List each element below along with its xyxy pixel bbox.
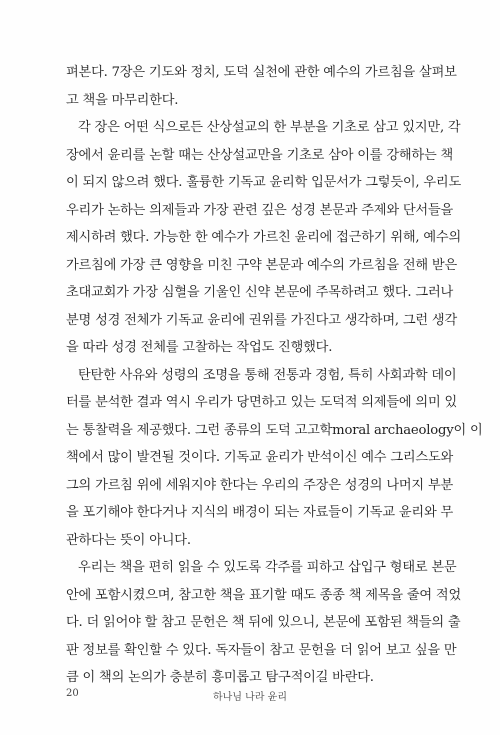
body-text — [66, 59, 483, 692]
body-line: 그의 가르침 위에 세워지야 한다는 우리의 주장은 성경의 나머지 부분 — [66, 477, 454, 493]
body-line: 장에서 윤리를 논할 때는 산상설교만을 기초로 삼아 이를 강해하는 책 — [66, 147, 454, 163]
paragraph-start-line: 각 장은 어떤 식으로든 산상설교의 한 부분을 기초로 삼고 있지만, 각 — [78, 120, 461, 135]
body-line: 제시하려 했다. 가능한 한 예수가 가르친 윤리에 접근하기 위해, 예수의 — [66, 230, 462, 245]
body-line: 는 통찰력을 제공했다. 그런 종류의 도덕 고고학moral archaeology이 이 — [66, 422, 483, 438]
body-line: 이 되지 않으려 했다. 훌륭한 기독교 윤리학 입문서가 그렇듯이, 우리도 — [66, 175, 462, 190]
body-line: 안에 포함시켰으며, 참고한 책을 표기할 때도 종종 책 제목을 줄여 적었 — [66, 587, 462, 603]
body-line: 책에서 많이 발견될 것이다. 기독교 윤리가 반석이신 예수 그리스도와 — [66, 450, 454, 465]
body-line: 을 따라 성경 전체를 고찰하는 작업도 진행했다. — [66, 340, 333, 355]
body-line: 판 정보를 확인할 수 있다. 독자들이 참고 문헌을 더 읽어 보고 싶을 만 — [66, 642, 457, 658]
body-line: 관하다는 뜻이 아니다. — [66, 532, 191, 548]
body-line: 고 책을 마무리한다. — [66, 92, 179, 108]
body-line: 터를 분석한 결과 역시 우리가 당면하고 있는 도덕적 의제들에 의미 있 — [66, 395, 458, 410]
body-line: 우리가 논하는 의제들과 가장 관련 깊은 성경 본문과 주제와 단서들을 — [66, 202, 454, 218]
body-line: 다. 더 읽어야 할 참고 문헌은 책 뒤에 있으니, 본문에 포함된 책들의 출 — [66, 615, 461, 630]
running-title: 하나님 나라 윤리 — [213, 692, 287, 703]
body-line: 초대교회가 가장 심혈을 기울인 신약 본문에 주목하려고 했다. 그러나 — [66, 285, 454, 300]
body-line: 을 포기해야 한다거나 지식의 배경이 되는 자료들이 기독교 윤리와 무 — [66, 505, 454, 520]
body-line: 펴본다. 7장은 기도와 정치, 도덕 실천에 관한 예수의 가르침을 살펴보 — [66, 65, 457, 80]
body-line: 분명 성경 전체가 기독교 윤리에 권위를 가진다고 생각하며, 그런 생각 — [66, 312, 458, 328]
paragraph-start-line: 탄탄한 사유와 성령의 조명을 통해 전통과 경험, 특히 사회과학 데이 — [78, 367, 457, 383]
body-line: 큼 이 책의 논의가 충분히 흥미롭고 탐구적이길 바란다. — [66, 670, 374, 685]
page-number: 20 — [66, 688, 79, 699]
body-line: 가르침에 가장 큰 영향을 미친 구약 본문과 예수의 가르침을 전해 받은 — [66, 257, 458, 273]
paragraph-start-line: 우리는 책을 편히 읽을 수 있도록 각주를 피하고 삽입구 형태로 본문 — [78, 560, 457, 575]
